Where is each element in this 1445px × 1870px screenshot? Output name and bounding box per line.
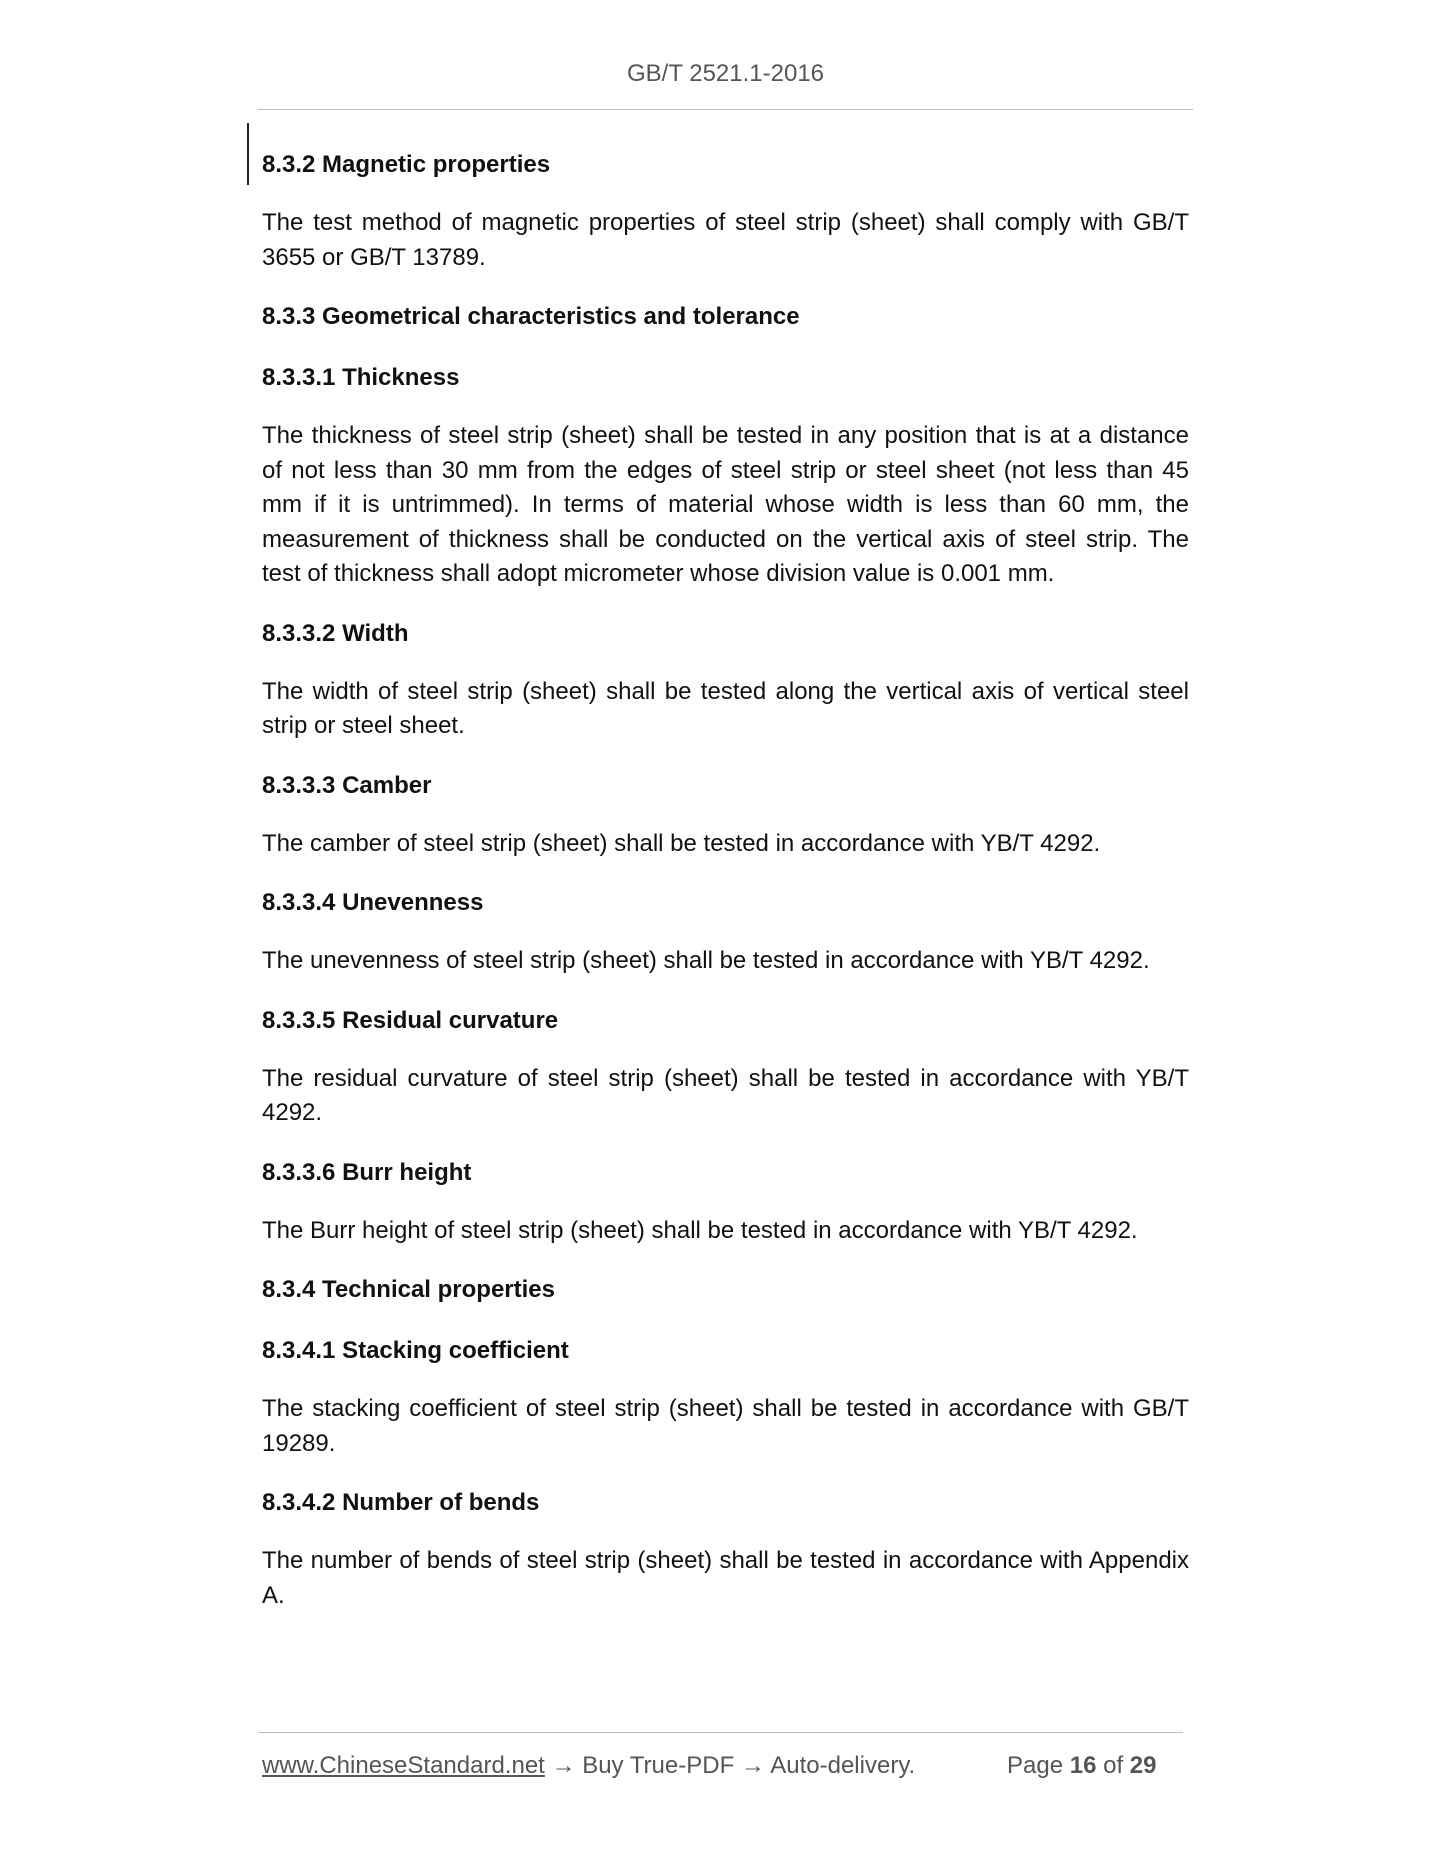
section-heading-8-3-3-2: 8.3.3.2 Width [262,619,409,647]
section-heading-8-3-2: 8.3.2 Magnetic properties [262,151,551,178]
section-paragraph-8-3-3-3: The camber of steel strip (sheet) shall be tested in accordance with YB/T 4292. [262,829,1101,857]
section-paragraph-8-3-4-2: The number of bends of steel strip (sheet) shall be tested in accordance with Appendix A. [262,1547,1189,1609]
of-label: of [1103,1752,1124,1779]
section-heading-8-3-3-6: 8.3.3.6 Burr height [262,1158,472,1186]
footer-promo [262,1750,915,1782]
auto-delivery-text: Auto-delivery. [770,1752,916,1779]
document-id-header: GB/T 2521.1-2016 [626,60,825,87]
footer-divider [258,1732,1183,1733]
section-heading-8-3-3-3: 8.3.3.3 Camber [262,771,432,799]
document-body [262,150,1189,1613]
section-heading-8-3-3-5: 8.3.3.5 Residual curvature [262,1006,559,1034]
current-page-number: 16 [1069,1752,1097,1779]
chinesestandard-link[interactable]: www.ChineseStandard.net [262,1752,545,1779]
revision-change-bar [247,123,249,185]
section-paragraph-8-3-2: The test method of magnetic properties of steel strip (sheet) shall comply with GB/T 3655 or GB/T 13789. [262,209,1189,271]
section-paragraph-8-3-3-5: The residual curvature of steel strip (sheet) shall be tested in accordance with YB/T 4292. [262,1064,1189,1126]
section-heading-8-3-3-4: 8.3.3.4 Unevenness [262,889,484,916]
section-heading-8-3-3-1: 8.3.3.1 Thickness [262,364,460,391]
section-heading-8-3-4-1: 8.3.4.1 Stacking coefficient [262,1337,569,1364]
section-paragraph-8-3-3-1: The thickness of steel strip (sheet) shall be tested in any position that is at a distance of not less than 30 mm from the edges of steel strip or steel sheet (not less than 45 mm if it is untrimmed). In terms of material whose width is less than 60 mm, the measurement of thickness shall be conducted on the vertical axis of steel strip. The test of thickness shall adopt micrometer whose division value is 0.001 mm. [262,422,1189,587]
section-heading-8-3-4-2: 8.3.4.2 Number of bends [262,1489,540,1516]
section-heading-8-3-4: 8.3.4 Technical properties [262,1276,556,1303]
section-paragraph-8-3-3-2: The width of steel strip (sheet) shall be tested along the vertical axis of vertical steel strip or steel sheet. [262,677,1189,739]
arrow-right-icon: → [740,1752,765,1779]
buy-true-pdf-text: Buy True-PDF [582,1752,735,1779]
section-paragraph-8-3-4-1: The stacking coefficient of steel strip (sheet) shall be tested in accordance with GB/T 19289. [262,1395,1189,1457]
section-paragraph-8-3-3-6: The Burr height of steel strip (sheet) shall be tested in accordance with YB/T 4292. [262,1216,1138,1244]
section-paragraph-8-3-3-4: The unevenness of steel strip (sheet) shall be tested in accordance with YB/T 4292. [262,947,1150,974]
total-page-count: 29 [1129,1752,1157,1779]
page-label: Page [1007,1752,1064,1779]
header-divider [258,109,1193,110]
arrow-right-icon: → [551,1752,576,1779]
section-heading-8-3-3: 8.3.3 Geometrical characteristics and tolerance [262,303,800,330]
page-indicator [1007,1750,1157,1782]
